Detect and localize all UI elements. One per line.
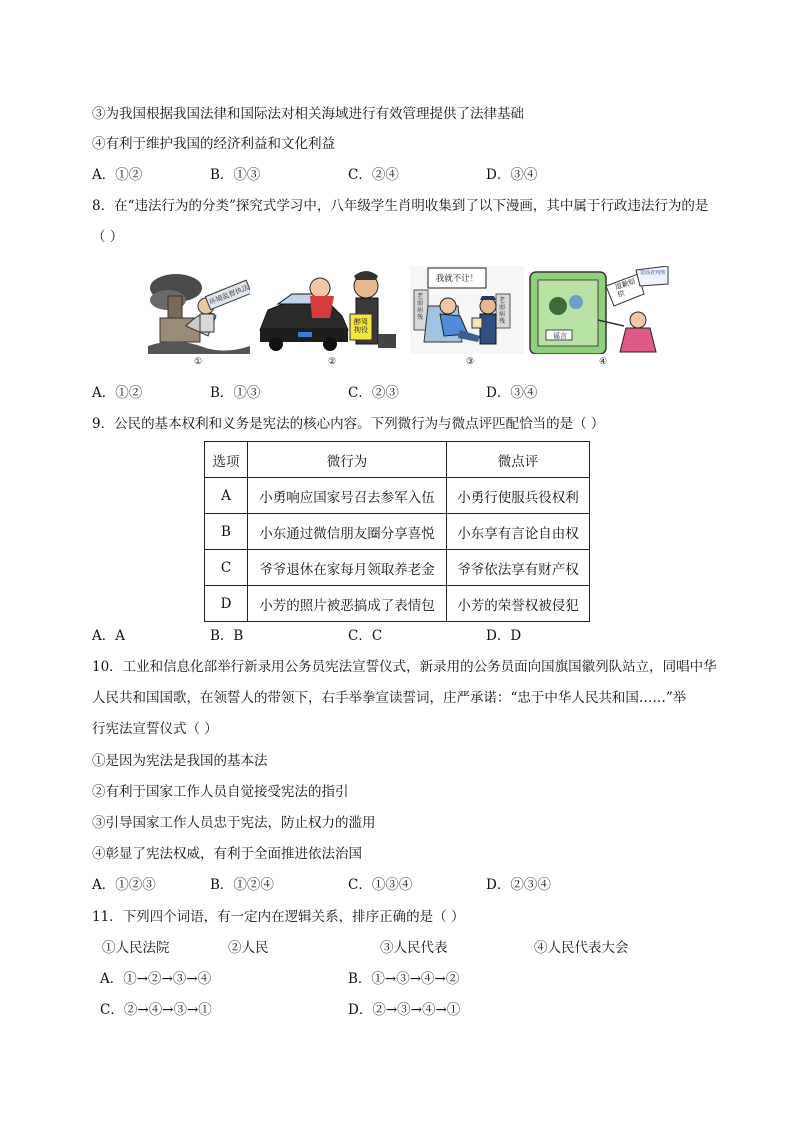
table-row: [205, 550, 590, 586]
q11-option-c: C．②→④→③→①: [100, 1002, 212, 1018]
q10-item-4: ④彰显了宪法权威，有利于全面推进依法治国: [92, 846, 362, 862]
table-header-row: [205, 442, 590, 478]
q11-stem: 11．下列四个词语，有一定内在逻辑关系，排序正确的是（ ）: [92, 909, 465, 925]
cartoon-1-sign: 环境监督执法: [208, 283, 250, 307]
q10-item-1: ①是因为宪法是我国的基本法: [92, 753, 268, 769]
cartoon-3-caption: ③: [466, 357, 475, 367]
table-row: [205, 586, 590, 622]
q10-item-2: ②有利于国家工作人员自觉接受宪法的指引: [92, 784, 349, 800]
cartoon-online-rumor: [528, 266, 670, 354]
q10-option-a: A．①②③: [92, 877, 156, 893]
table-cell: 小芳的照片被恶搞成了表情包: [248, 586, 447, 622]
table-cell: C: [205, 550, 248, 586]
table-row: [205, 514, 590, 550]
q11-item-1: ①人民法院: [102, 940, 170, 956]
table-cell: 爷爷退休在家每月领取养老金: [248, 550, 447, 586]
table-header-cell: 微行为: [248, 442, 447, 478]
cartoon-2-caption: ②: [328, 357, 337, 367]
q10-stem-line-3: 行宪法宣誓仪式（ ）: [92, 721, 218, 737]
q10-stem-line-1: 10．工业和信息化部举行新录用公务员宪法宣誓仪式，新录用的公务员面向国旗国徽列队站立，同唱中华: [92, 659, 717, 675]
q8-option-c: C．②③: [348, 385, 399, 401]
table-cell: 小东享有言论自由权: [447, 514, 590, 550]
q9-stem: 9．公民的基本权利和义务是宪法的核心内容。下列微行为与微点评匹配恰当的是（ ）: [92, 416, 605, 432]
q11-item-4: ④人民代表大会: [534, 940, 629, 956]
cartoon-3-sign-right: 老弱病残: [499, 297, 506, 325]
q9-option-a: A．A: [92, 628, 125, 644]
cartoon-4-tag: 谣言: [553, 332, 567, 340]
q10-option-b: B．①②④: [210, 877, 274, 893]
cartoon-4-sign: 道歉赔偿: [614, 277, 637, 300]
cartoon-4-caption: ④: [599, 357, 608, 367]
q7-item-3: ③为我国根据我国法律和国际法对相关海域进行有效管理提供了法律基础: [92, 106, 524, 122]
q8-answer-paren: （ ）: [92, 229, 124, 245]
table-cell: 小勇响应国家号召去参军入伍: [248, 478, 447, 514]
table-row: [205, 478, 590, 514]
table-cell: A: [205, 478, 248, 514]
table-cell: 小勇行使服兵役权利: [447, 478, 590, 514]
q11-option-d: D．②→③→④→①: [348, 1002, 461, 1018]
q9-option-d: D．D: [486, 628, 522, 644]
q11-item-3: ③人民代表: [380, 940, 448, 956]
table-cell: 小芳的荣誉权被侵犯: [447, 586, 590, 622]
table-cell: D: [205, 586, 248, 622]
q11-option-a: A．①→②→③→④: [100, 971, 212, 987]
table-header-cell: 微点评: [447, 442, 590, 478]
q11-option-b: B．①→③→④→②: [348, 971, 460, 987]
q9-table: [204, 441, 590, 622]
cartoon-4-sign-corner: 造谣者判刑: [640, 270, 666, 276]
q10-item-3: ③引导国家工作人员忠于宪法，防止权力的滥用: [92, 815, 376, 831]
cartoon-drunk-driving: [258, 266, 404, 354]
cartoon-train-seat: [410, 266, 524, 354]
q9-option-c: C．C: [348, 628, 383, 644]
q8-option-a: A．①②: [92, 385, 143, 401]
cartoon-3-sign-left: 老弱病残: [417, 293, 424, 321]
table-header-cell: 选项: [205, 442, 248, 478]
q7-item-4: ④有利于维护我国的经济利益和文化利益: [92, 136, 335, 152]
q9-option-b: B．B: [210, 628, 244, 644]
q7-option-a: A．①②: [92, 167, 143, 183]
cartoon-pollution: [146, 266, 250, 354]
cartoon-1-caption: ①: [194, 357, 203, 367]
q11-item-2: ②人民: [228, 940, 269, 956]
table-cell: B: [205, 514, 248, 550]
table-cell: 小东通过微信朋友圈分享喜悦: [248, 514, 447, 550]
q8-option-d: D．③④: [486, 385, 538, 401]
q10-option-c: C．①③④: [348, 877, 413, 893]
q7-option-c: C．②④: [348, 167, 399, 183]
table-cell: 爷爷依法享有财产权: [447, 550, 590, 586]
q8-stem: 8．在“违法行为的分类”探究式学习中，八年级学生肖明收集到了以下漫画，其中属于行政违法行为的是: [92, 198, 709, 214]
q7-option-b: B．①③: [210, 167, 261, 183]
q10-stem-line-2: 人民共和国国歌，在领誓人的带领下，右手举拳宣读誓词，庄严承诺：“忠于中华人民共和国……”举: [92, 690, 687, 706]
q10-option-d: D．②③④: [486, 877, 551, 893]
q7-option-d: D．③④: [486, 167, 538, 183]
cartoon-2-sign: 醉驾拘役: [354, 318, 368, 334]
cartoon-3-speech: 我就不让！: [435, 274, 479, 284]
q8-option-b: B．①③: [210, 385, 261, 401]
